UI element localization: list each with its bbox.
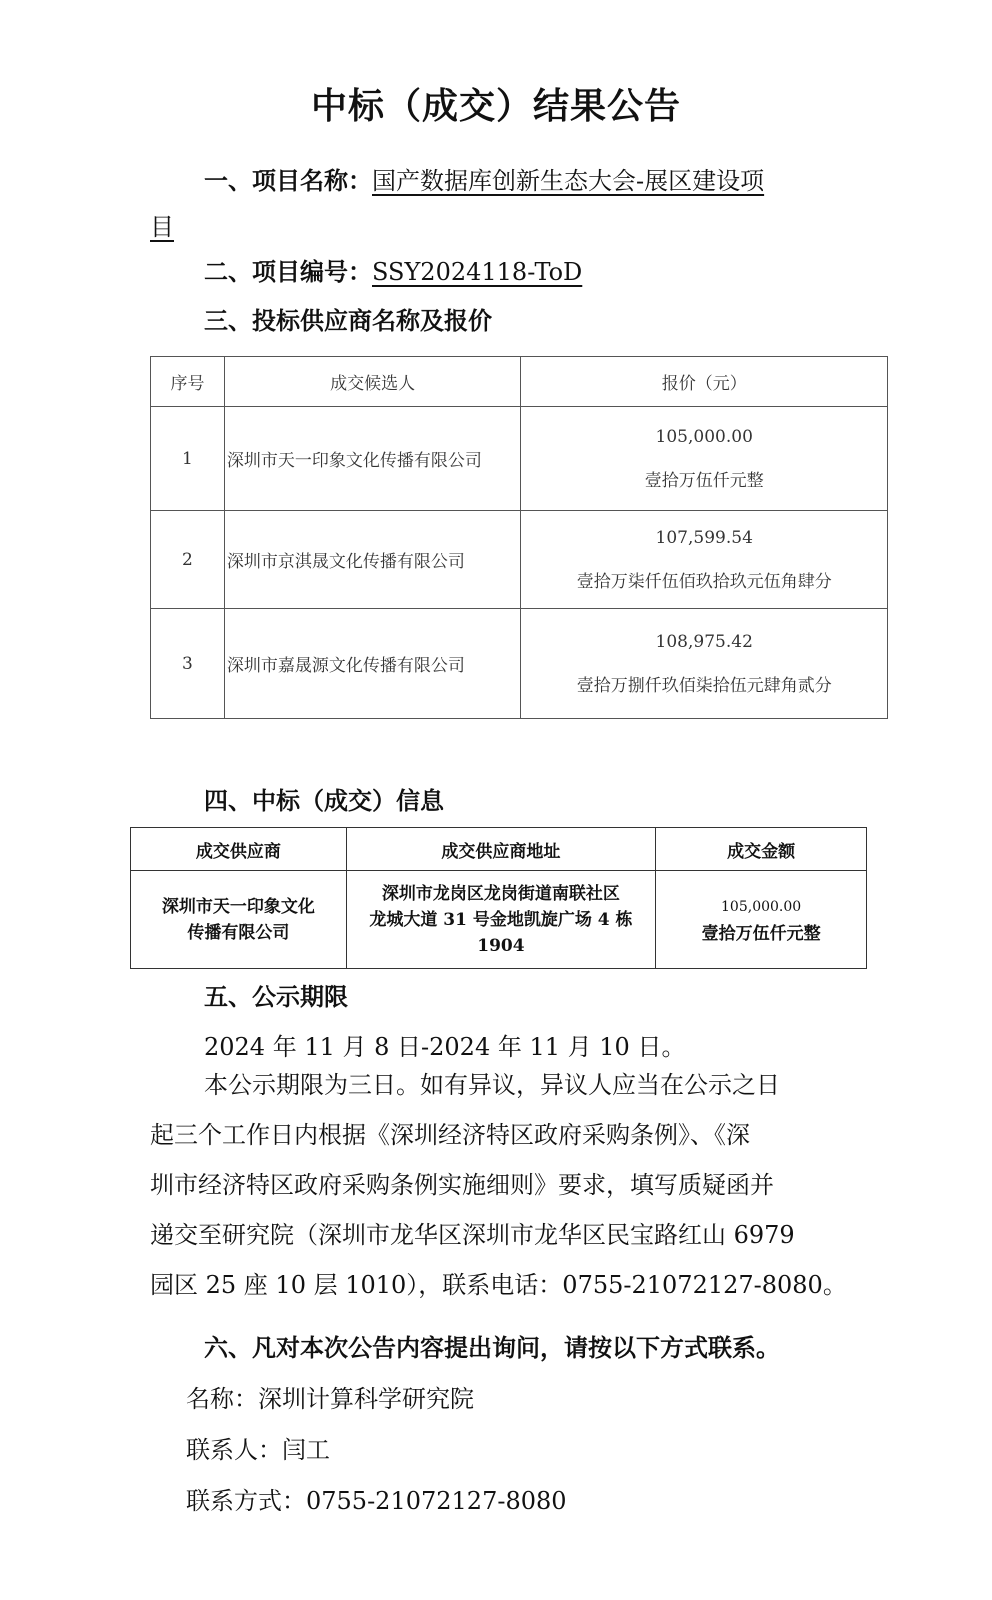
project-name-label: 一、项目名称：: [204, 167, 372, 195]
bidders-table-header: [151, 357, 888, 407]
notice-line: 起三个工作日内根据《深圳经济特区政府采购条例》、《深: [150, 1121, 750, 1149]
section-award-heading: 四、中标（成交）信息: [204, 787, 444, 815]
row-price-number: 107,599.54: [655, 527, 753, 548]
award-address-line: 1904: [477, 935, 525, 956]
award-amount-chinese: 壹拾万伍仟元整: [701, 923, 821, 944]
row-no: 1: [151, 407, 225, 511]
project-number-row: [204, 257, 582, 287]
col-header-amount: 成交金额: [656, 828, 867, 871]
notice-line: 圳市经济特区政府采购条例实施细则》要求，填写质疑函并: [150, 1171, 774, 1199]
period-dates: 2024 年 11 月 8 日-2024 年 11 月 10 日。: [204, 1033, 686, 1061]
project-name-row: [204, 166, 764, 196]
contact-phone: 联系方式：0755-21072127-8080: [186, 1487, 567, 1515]
award-table: [130, 827, 867, 969]
col-header-address: 成交供应商地址: [346, 828, 656, 871]
award-amount: [656, 871, 867, 969]
row-price: [521, 407, 888, 511]
section-bidders-heading: 三、投标供应商名称及报价: [204, 307, 492, 335]
col-header-supplier: 成交供应商: [131, 828, 347, 871]
col-header-candidate: 成交候选人: [224, 357, 521, 407]
row-price-chinese: 壹拾万伍仟元整: [644, 470, 764, 491]
award-amount-number: 105,000.00: [721, 898, 802, 915]
project-name-value: 国产数据库创新生态大会-展区建设项: [372, 167, 765, 195]
project-name-value-cont: 目: [150, 213, 174, 241]
award-table-header: [131, 828, 867, 871]
section-contact-heading: 六、凡对本次公告内容提出询问，请按以下方式联系。: [204, 1334, 780, 1362]
notice-paragraph: [150, 1060, 850, 1310]
row-company: 深圳市京淇晟文化传播有限公司: [224, 511, 521, 609]
page-title: 中标（成交）结果公告: [310, 86, 681, 127]
notice-line: [150, 1060, 850, 1110]
contact-name: 名称：深圳计算科学研究院: [186, 1385, 474, 1413]
award-supplier-line: 传播有限公司: [187, 922, 290, 943]
notice-line-text: 本公示期限为三日。如有异议，异议人应当在公示之日: [204, 1071, 780, 1099]
col-header-price: 报价（元）: [521, 357, 888, 407]
section-period-heading: 五、公示期限: [204, 983, 348, 1011]
award-address-line: 龙城大道 31 号金地凯旋广场 4 栋: [369, 909, 633, 930]
row-price-number: 108,975.42: [655, 631, 753, 652]
table-row: [131, 871, 867, 969]
table-row: [151, 609, 888, 719]
row-price-chinese: 壹拾万柒仟伍佰玖拾玖元伍角肆分: [576, 571, 832, 592]
project-number-value: SSY2024118-ToD: [372, 258, 583, 286]
notice-line: 园区 25 座 10 层 1010），联系电话：0755-21072127-8080。: [150, 1271, 847, 1299]
col-header-no: 序号: [151, 357, 225, 407]
project-number-label: 二、项目编号：: [204, 258, 372, 286]
row-price: [521, 609, 888, 719]
notice-line: 递交至研究院（深圳市龙华区深圳市龙华区民宝路红山 6979: [150, 1221, 795, 1249]
contact-person: 联系人：闫工: [186, 1436, 330, 1464]
bidders-table: [150, 356, 888, 719]
row-company: 深圳市嘉晟源文化传播有限公司: [224, 609, 521, 719]
row-price-chinese: 壹拾万捌仟玖佰柒拾伍元肆角贰分: [576, 675, 832, 696]
table-row: [151, 407, 888, 511]
row-no: 3: [151, 609, 225, 719]
row-price: [521, 511, 888, 609]
table-row: [151, 511, 888, 609]
row-company: 深圳市天一印象文化传播有限公司: [224, 407, 521, 511]
award-address: [346, 871, 656, 969]
project-name-row-continued: [150, 212, 174, 242]
award-supplier-line: 深圳市天一印象文化: [161, 896, 315, 917]
award-supplier: [131, 871, 347, 969]
row-price-number: 105,000.00: [655, 426, 753, 447]
row-no: 2: [151, 511, 225, 609]
award-address-line: 深圳市龙岗区龙岗街道南联社区: [381, 883, 620, 904]
